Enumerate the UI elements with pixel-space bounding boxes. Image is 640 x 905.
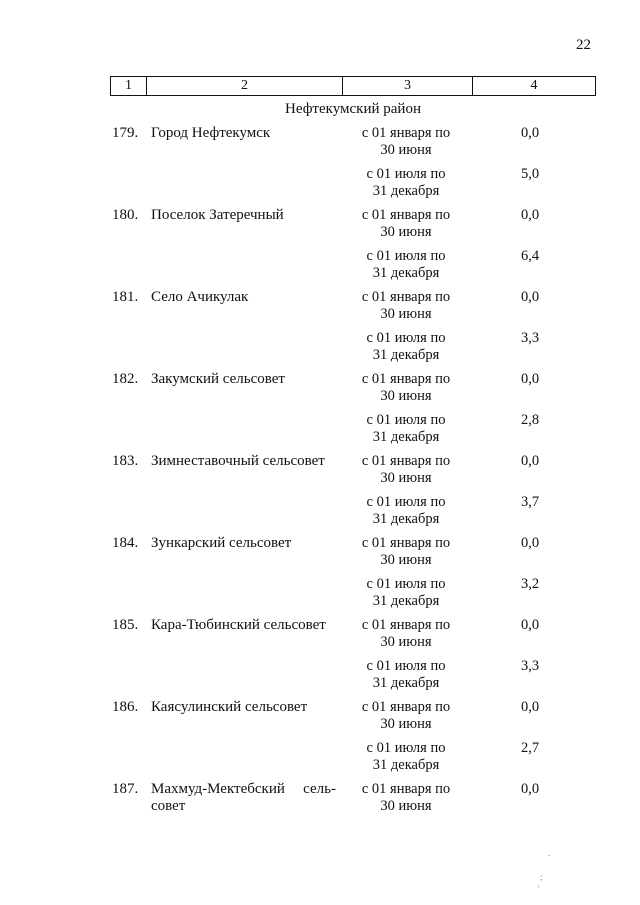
- period-first-half: [345, 617, 467, 651]
- period-second-half-line-1: с 01 июля по: [366, 166, 446, 182]
- row-name: Село Ачикулак: [151, 289, 249, 305]
- value-second-half: 3,3: [520, 658, 540, 674]
- row-name: Махмуд-Мектебский сель-совет: [151, 781, 336, 814]
- period-first-half-line-2: 30 июня: [380, 470, 432, 486]
- period-second-half-line-2: 31 декабря: [372, 757, 440, 773]
- row-name: Зимнеставочный сельсовет: [151, 453, 325, 469]
- table-body: [0, 125, 640, 863]
- period-second-half-line-2: 31 декабря: [372, 183, 440, 199]
- value-second-half: 3,7: [520, 494, 540, 510]
- period-first-half: [345, 535, 467, 569]
- period-first-half: [345, 207, 467, 241]
- value-first-half: 0,0: [520, 289, 540, 305]
- value-first-half: 0,0: [520, 617, 540, 633]
- period-second-half-line-1: с 01 июля по: [366, 576, 446, 592]
- period-first-half: [345, 453, 467, 487]
- table-row: [0, 289, 640, 371]
- period-first-half-line-2: 30 июня: [380, 798, 432, 814]
- row-name: Закумский сельсовет: [151, 371, 285, 387]
- value-second-half: 2,7: [520, 740, 540, 756]
- period-second-half: [345, 330, 467, 364]
- period-second-half-line-2: 31 декабря: [372, 429, 440, 445]
- row-number: 180.: [112, 207, 139, 223]
- period-first-half-line-2: 30 июня: [380, 552, 432, 568]
- value-first-half: 0,0: [520, 453, 540, 469]
- row-name: Зункарский сельсовет: [151, 535, 292, 551]
- period-first-half-line-2: 30 июня: [380, 388, 432, 404]
- value-first-half: 0,0: [520, 781, 540, 797]
- period-first-half-line-1: с 01 января по: [361, 535, 451, 551]
- period-second-half-line-2: 31 декабря: [372, 347, 440, 363]
- period-first-half: [345, 699, 467, 733]
- value-second-half: 2,8: [520, 412, 540, 428]
- value-first-half: 0,0: [520, 207, 540, 223]
- period-first-half: [345, 289, 467, 323]
- period-second-half-line-1: с 01 июля по: [366, 494, 446, 510]
- row-name: Поселок Затеречный: [151, 207, 284, 223]
- value-first-half: 0,0: [520, 371, 540, 387]
- period-first-half-line-1: с 01 января по: [361, 781, 451, 797]
- row-name: Город Нефтекумск: [151, 125, 271, 141]
- row-name: Каясулинский сельсовет: [151, 699, 308, 715]
- table-row: [0, 617, 640, 699]
- row-number: 185.: [112, 617, 139, 633]
- period-second-half-line-1: с 01 июля по: [366, 412, 446, 428]
- row-number: 184.: [112, 535, 139, 551]
- row-number: 181.: [112, 289, 139, 305]
- period-first-half-line-1: с 01 января по: [361, 207, 451, 223]
- period-second-half-line-2: 31 декабря: [372, 675, 440, 691]
- period-first-half: [345, 781, 467, 815]
- table-row: [0, 125, 640, 207]
- header-col-4: 4: [530, 78, 538, 93]
- row-number: 186.: [112, 699, 139, 715]
- period-first-half-line-1: с 01 января по: [361, 125, 451, 141]
- table-row: [0, 453, 640, 535]
- row-number: 182.: [112, 371, 139, 387]
- header-col-1: 1: [111, 77, 147, 95]
- value-first-half: 0,0: [520, 535, 540, 551]
- district-title: Нефтекумский район: [285, 101, 421, 117]
- value-second-half: 3,3: [520, 330, 540, 346]
- period-first-half-line-1: с 01 января по: [361, 617, 451, 633]
- header-col-3: 3: [343, 77, 473, 95]
- period-second-half-line-1: с 01 июля по: [366, 740, 446, 756]
- row-name: Кара-Тюбинский сельсовет: [151, 617, 326, 633]
- value-second-half: 6,4: [520, 248, 540, 264]
- period-second-half-line-1: с 01 июля по: [366, 658, 446, 674]
- period-first-half-line-1: с 01 января по: [361, 453, 451, 469]
- period-first-half: [345, 125, 467, 159]
- period-second-half: [345, 166, 467, 200]
- period-second-half: [345, 576, 467, 610]
- scan-artifact: ;: [540, 872, 543, 882]
- period-first-half-line-1: с 01 января по: [361, 289, 451, 305]
- table-row: [0, 699, 640, 781]
- table-header-row: [110, 76, 596, 96]
- period-first-half-line-2: 30 июня: [380, 716, 432, 732]
- value-first-half: 0,0: [520, 699, 540, 715]
- period-second-half-line-2: 31 декабря: [372, 265, 440, 281]
- table-row: [0, 781, 640, 863]
- period-second-half-line-1: с 01 июля по: [366, 330, 446, 346]
- period-first-half-line-2: 30 июня: [380, 224, 432, 240]
- header-col-2: 2: [147, 77, 343, 95]
- value-second-half: 5,0: [520, 166, 540, 182]
- scan-artifact: .: [548, 848, 551, 858]
- period-second-half: [345, 658, 467, 692]
- page-number: 22: [576, 37, 591, 53]
- period-first-half-line-1: с 01 января по: [361, 371, 451, 387]
- period-second-half: [345, 248, 467, 282]
- value-first-half: 0,0: [520, 125, 540, 141]
- period-second-half: [345, 740, 467, 774]
- period-first-half-line-2: 30 июня: [380, 142, 432, 158]
- table-row: [0, 207, 640, 289]
- period-first-half-line-2: 30 июня: [380, 634, 432, 650]
- row-number: 183.: [112, 453, 139, 469]
- period-first-half-line-2: 30 июня: [380, 306, 432, 322]
- period-second-half: [345, 412, 467, 446]
- value-second-half: 3,2: [520, 576, 540, 592]
- table-row: [0, 535, 640, 617]
- row-number: 187.: [112, 781, 139, 797]
- period-first-half: [345, 371, 467, 405]
- period-second-half-line-2: 31 декабря: [372, 593, 440, 609]
- scan-artifact: ': [538, 884, 540, 894]
- table-row: [0, 371, 640, 453]
- period-second-half-line-2: 31 декабря: [372, 511, 440, 527]
- period-second-half: [345, 494, 467, 528]
- period-second-half-line-1: с 01 июля по: [366, 248, 446, 264]
- row-number: 179.: [112, 125, 139, 141]
- period-first-half-line-1: с 01 января по: [361, 699, 451, 715]
